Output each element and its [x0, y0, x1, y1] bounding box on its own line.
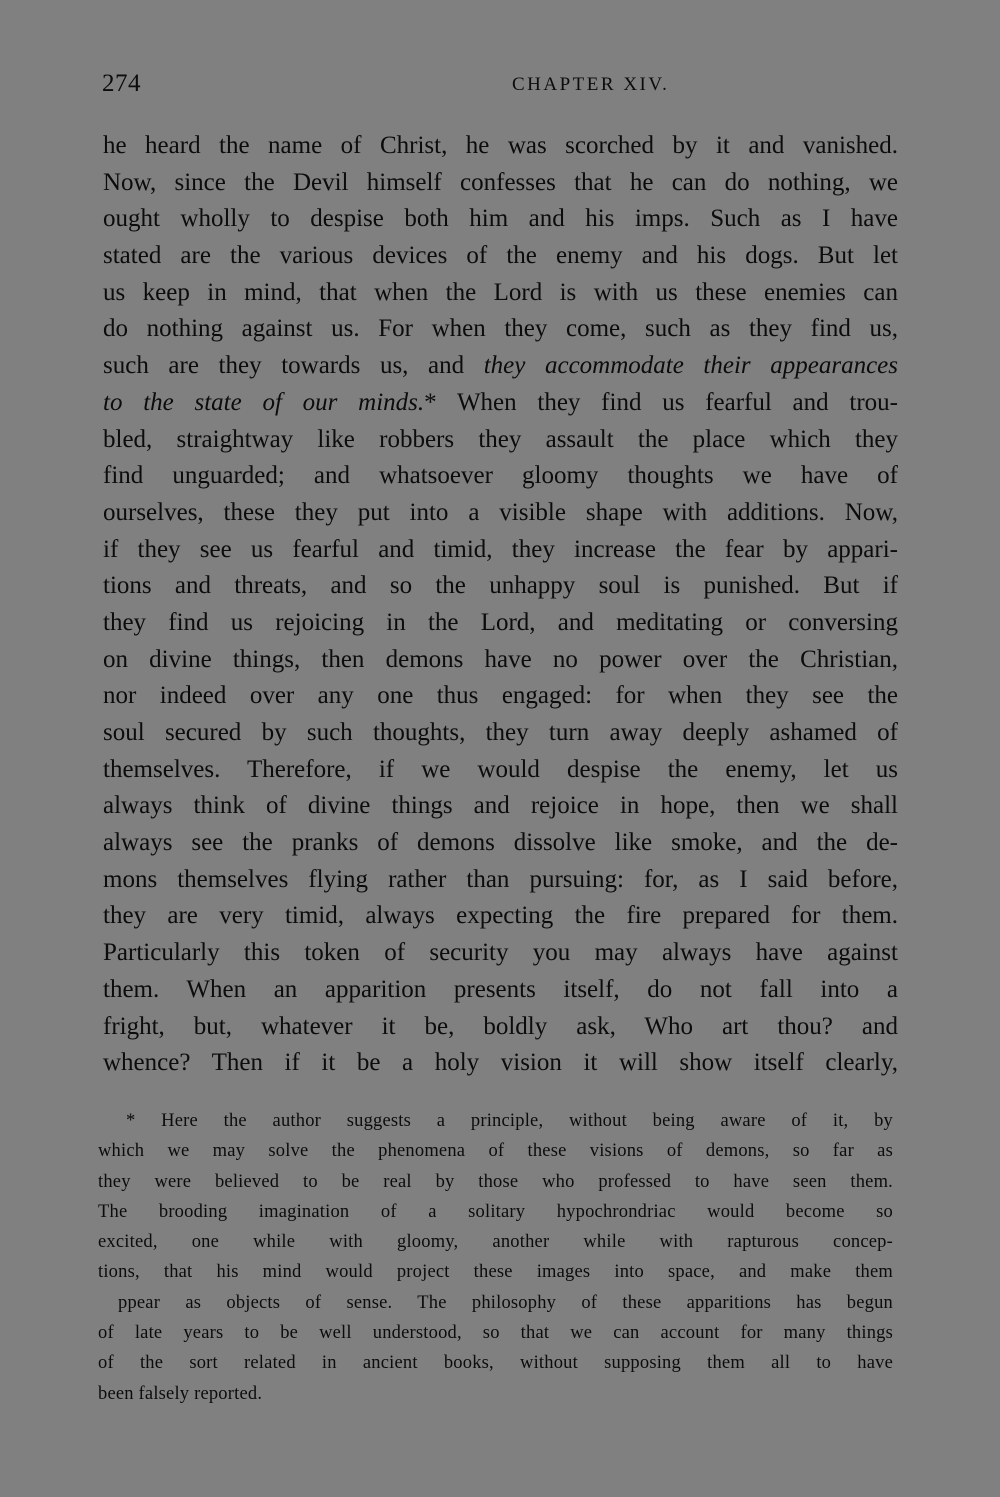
body-line: he heard the name of Christ, he was scorched by it and vanished.: [103, 132, 898, 159]
body-line: bled, straightway like robbers they assault the place which they: [103, 425, 898, 453]
body-line: find unguarded; and whatsoever gloomy thoughts we have of: [103, 462, 898, 490]
italic-phrase: to the state of our minds.: [103, 388, 425, 416]
footnote-line: tions, that his mind would project these images into space, and make them: [98, 1262, 893, 1283]
body-line: fright, but, whatever it be, boldly ask, Who art thou? and: [103, 1012, 898, 1040]
footnote-line: * Here the author suggests a principle, without being aware of it, by: [126, 1111, 893, 1131]
footnote-line: they were believed to be real by those who professed to have seen them.: [98, 1171, 893, 1192]
body-line: they are very timid, always expecting the fire prepared for them.: [103, 902, 898, 930]
body-line: tions and threats, and so the unhappy soul is punished. But if: [103, 572, 898, 600]
page-number: 274: [102, 70, 141, 97]
body-line: do nothing against us. For when they come, such as they find us,: [103, 315, 898, 343]
body-line: they find us rejoicing in the Lord, and meditating or conversing: [103, 608, 898, 636]
body-line-text: such are they towards us, and: [103, 352, 465, 380]
italic-phrase: they accommodate their appearances: [483, 352, 898, 380]
footnote: [98, 1106, 893, 1409]
body-line: always see the pranks of demons dissolve like smoke, and the de-: [103, 829, 898, 857]
footnote-line: which we may solve the phenomena of these visions of demons, so far as: [98, 1141, 893, 1162]
body-line: Now, since the Devil himself confesses that he can do nothing, we: [103, 168, 898, 196]
footnote-line: of the sort related in ancient books, without supposing them all to have: [98, 1353, 893, 1374]
body-line-mixed: [103, 348, 898, 385]
body-line: them. When an apparition presents itself, do not fall into a: [103, 975, 898, 1003]
body-text: [103, 128, 898, 1082]
body-line: on divine things, then demons have no power over the Christian,: [103, 645, 898, 673]
footnote-line: ppear as objects of sense. The philosophy of these apparitions has begun: [118, 1292, 893, 1313]
body-line: soul secured by such thoughts, they turn away deeply ashamed of: [103, 719, 898, 746]
footnote-line: of late years to be well understood, so that we can account for many things: [98, 1323, 893, 1344]
page-header: [100, 70, 896, 110]
running-head: CHAPTER XIV.: [512, 74, 670, 95]
body-line: Particularly this token of security you may always have against: [103, 939, 898, 967]
body-line: us keep in mind, that when the Lord is with us these enemies can: [103, 278, 898, 306]
footnote-line: excited, one while with gloomy, another while with rapturous concep-: [98, 1232, 893, 1253]
body-line: ought wholly to despise both him and his imps. Such as I have: [103, 205, 898, 233]
body-line: ourselves, these they put into a visible shape with additions. Now,: [103, 498, 898, 526]
footnote-line: been falsely reported.: [98, 1383, 263, 1404]
body-line: themselves. Therefore, if we would despise the enemy, let us: [103, 755, 898, 783]
body-line: mons themselves flying rather than pursuing: for, as I said before,: [103, 865, 898, 893]
footnote-line: The brooding imagination of a solitary hypochrondriac would become so: [98, 1201, 893, 1222]
body-line: whence? Then if it be a holy vision it will show itself clearly,: [103, 1049, 898, 1077]
body-line: nor indeed over any one thus engaged: for when they see the: [103, 682, 898, 710]
body-line: stated are the various devices of the enemy and his dogs. But let: [103, 242, 898, 270]
body-line: always think of divine things and rejoice in hope, then we shall: [103, 792, 898, 820]
body-line-mixed: [103, 385, 898, 422]
body-line: if they see us fearful and timid, they increase the fear by appari-: [103, 535, 898, 563]
body-line-text: * When they find us fearful and trou-: [424, 388, 899, 416]
